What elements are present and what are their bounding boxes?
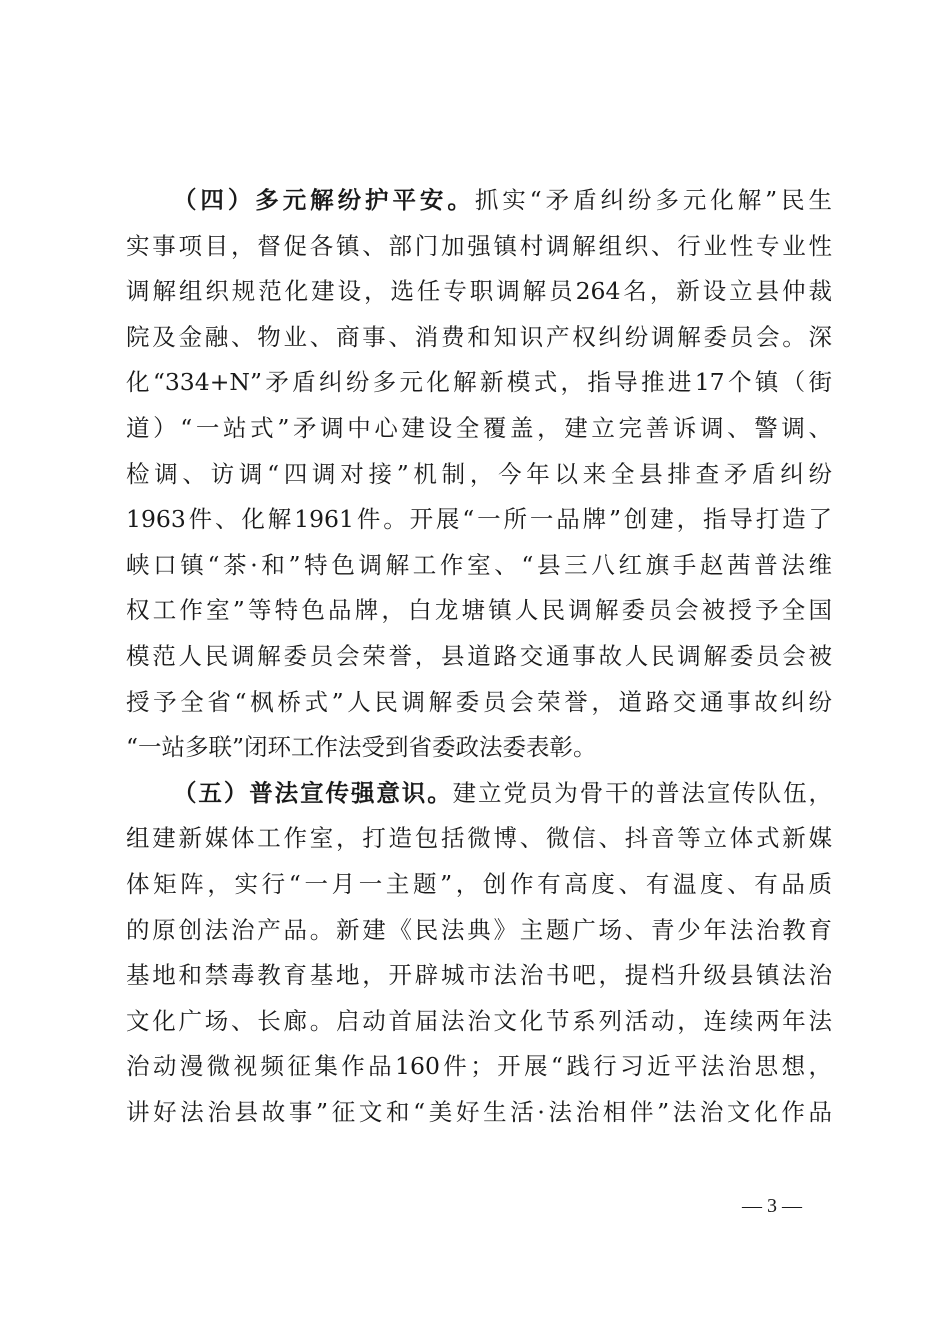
paragraph-4-line-12: 授予全省“枫桥式”人民调解委员会荣誉，道路交通事故纠纷 — [126, 687, 832, 716]
paragraph-4-line-10: 权工作室”等特色品牌，白龙塘镇人民调解委员会被授予全国 — [126, 596, 832, 625]
paragraph-4-line-11: 模范人民调解委员会荣誉，县道路交通事故人民调解委员会被 — [126, 641, 832, 670]
paragraph-4-line-4: 院及金融、物业、商事、消费和知识产权纠纷调解委员会。深 — [126, 322, 832, 351]
paragraph-4-line-1: （四）多元解纷护平安。抓实“矛盾纠纷多元化解”民生 — [173, 186, 833, 214]
paragraph-4-line-13: “一站多联”闭环工作法受到省委政法委表彰。 — [126, 733, 597, 762]
section-5-heading: （五）普法宣传强意识。 — [173, 778, 453, 807]
paragraph-4-line-8: 1963件、化解1961件。开展“一所一品牌”创建，指导打造了 — [126, 505, 832, 534]
paragraph-4-line-5: 化“334+N”矛盾纠纷多元化解新模式，指导推进17个镇（街 — [126, 368, 832, 397]
paragraph-5-line-5: 基地和禁毒教育基地，开辟城市法治书吧，提档升级县镇法治 — [126, 961, 832, 990]
document-body — [126, 178, 832, 1135]
paragraph-4-line-9: 峡口镇“茶·和”特色调解工作室、“县三八红旗手赵茜普法维 — [126, 550, 832, 579]
paragraph-4-line-6: 道）“一站式”矛调中心建设全覆盖，建立完善诉调、警调、 — [126, 413, 832, 442]
paragraph-5-line-7: 治动漫微视频征集作品160件；开展“践行习近平法治思想， — [126, 1052, 832, 1081]
section-4-heading: （四）多元解纷护平安。 — [173, 186, 475, 214]
paragraph-5-line-2: 组建新媒体工作室，打造包括微博、微信、抖音等立体式新媒 — [126, 824, 832, 853]
paragraph-4-line-3: 调解组织规范化建设，选任专职调解员264名，新设立县仲裁 — [126, 277, 832, 306]
page-number: — 3 — — [742, 1195, 802, 1217]
paragraph-5-line-6: 文化广场、长廊。启动首届法治文化节系列活动，连续两年法 — [126, 1006, 832, 1035]
paragraph-5-line-1: （五）普法宣传强意识。建立党员为骨干的普法宣传队伍， — [173, 778, 833, 807]
paragraph-5-line-8: 讲好法治县故事”征文和“美好生活·法治相伴”法治文化作品 — [126, 1097, 832, 1126]
paragraph-5-line-3: 体矩阵，实行“一月一主题”，创作有高度、有温度、有品质 — [126, 869, 832, 898]
paragraph-4-line-7: 检调、访调“四调对接”机制，今年以来全县排查矛盾纠纷 — [126, 459, 832, 488]
paragraph-5-line-4: 的原创法治产品。新建《民法典》主题广场、青少年法治教育 — [126, 915, 832, 944]
paragraph-4-line-2: 实事项目，督促各镇、部门加强镇村调解组织、行业性专业性 — [126, 231, 832, 260]
